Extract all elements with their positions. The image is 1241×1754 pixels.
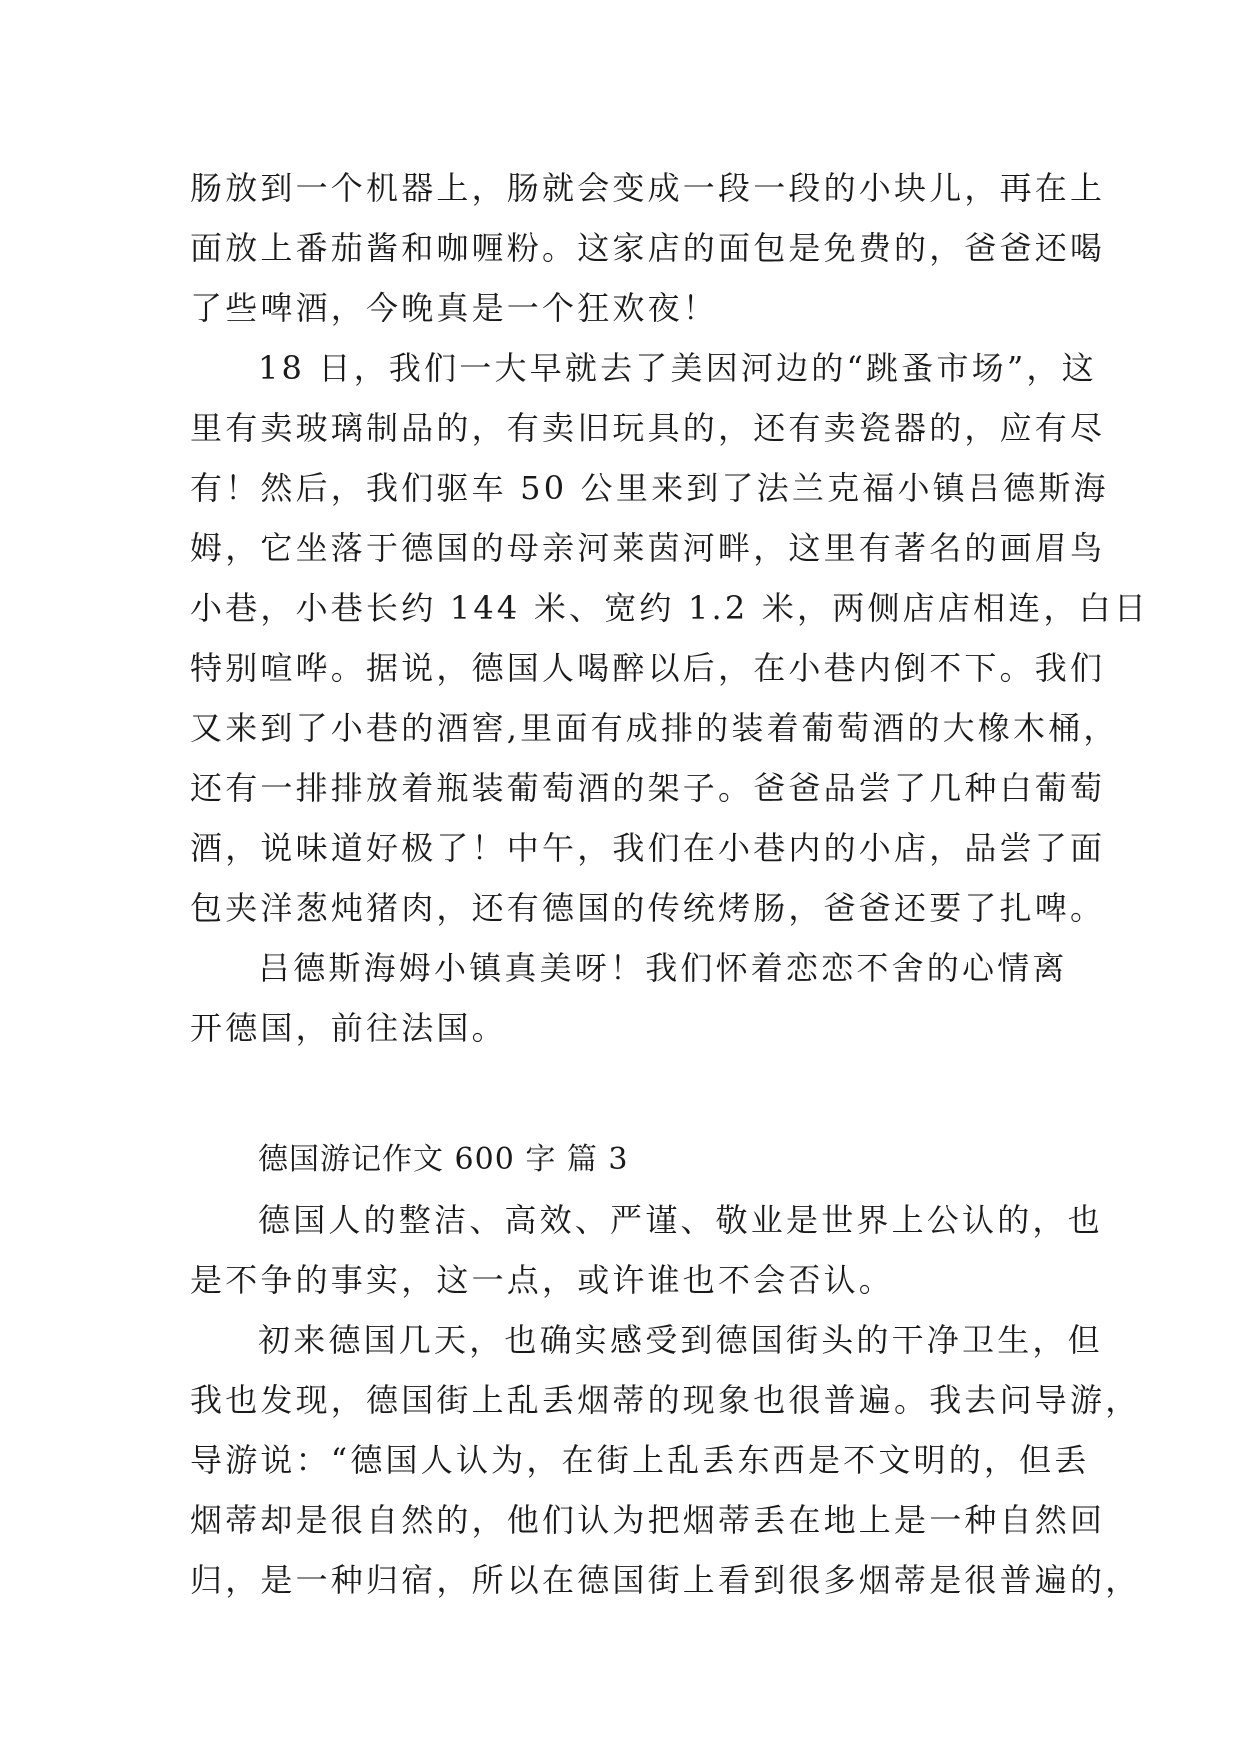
- text-line: 姆，它坐落于德国的母亲河莱茵河畔，这里有著名的画眉鸟: [190, 529, 1106, 567]
- text-line: 又来到了小巷的酒窖,里面有成排的装着葡萄酒的大橡木桶，: [190, 709, 1119, 747]
- text-line: 包夹洋葱炖猪肉，还有德国的传统烤肠，爸爸还要了扎啤。: [190, 889, 1106, 927]
- text-line: 还有一排排放着瓶装葡萄酒的架子。爸爸品尝了几种白葡萄: [190, 769, 1106, 807]
- text-line: 导游说：“德国人认为，在街上乱丢东西是不文明的，但丢: [190, 1441, 1090, 1479]
- text-line: 小巷，小巷长约 144 米、宽约 1.2 米，两侧店店相连，白日: [190, 589, 1150, 627]
- text-line: 我也发现，德国街上乱丢烟蒂的现象也很普遍。我去问导游，: [190, 1381, 1141, 1419]
- paragraph-start-line: 吕德斯海姆小镇真美呀！我们怀着恋恋不舍的心情离: [258, 949, 1068, 987]
- paragraph-start-line: 18 日，我们一大早就去了美因河边的“跳蚤市场”，这: [258, 349, 1097, 387]
- text-line: 肠放到一个机器上，肠就会变成一段一段的小块儿，再在上: [190, 169, 1106, 207]
- text-line: 面放上番茄酱和咖喱粉。这家店的面包是免费的，爸爸还喝: [190, 229, 1106, 267]
- paragraph-start-line: 德国人的整洁、高效、严谨、敬业是世界上公认的，也: [258, 1201, 1103, 1239]
- text-line: 是不争的事实，这一点，或许谁也不会否认。: [190, 1261, 895, 1299]
- section-heading: 德国游记作文 600 字 篇 3: [258, 1142, 629, 1177]
- text-line: 酒，说味道好极了！中午，我们在小巷内的小店，品尝了面: [190, 829, 1106, 867]
- text-line: 了些啤酒，今晚真是一个狂欢夜！: [190, 289, 719, 327]
- text-line: 开德国，前往法国。: [190, 1009, 507, 1047]
- text-line: 烟蒂却是很自然的，他们认为把烟蒂丢在地上是一种自然回: [190, 1501, 1106, 1539]
- paragraph-start-line: 初来德国几天，也确实感受到德国街头的干净卫生，但: [258, 1321, 1103, 1359]
- text-line: 有！然后，我们驱车 50 公里来到了法兰克福小镇吕德斯海: [190, 469, 1109, 507]
- text-line: 归，是一种归宿，所以在德国街上看到很多烟蒂是很普遍的，: [190, 1561, 1141, 1599]
- text-line: 里有卖玻璃制品的，有卖旧玩具的，还有卖瓷器的，应有尽: [190, 409, 1106, 447]
- text-line: 特别喧哗。据说，德国人喝醉以后，在小巷内倒不下。我们: [190, 649, 1106, 687]
